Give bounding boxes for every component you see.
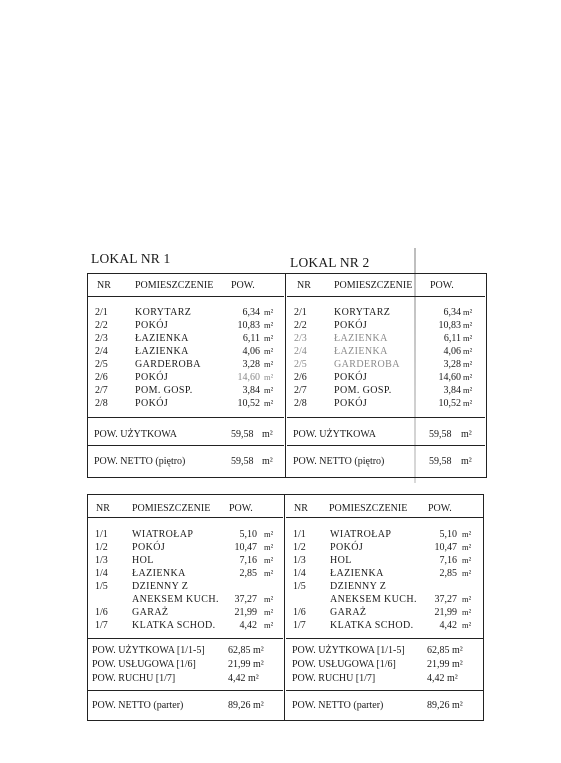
sum-netto-label: POW. NETTO (parter) bbox=[92, 700, 184, 711]
separator bbox=[286, 638, 483, 639]
row-number: 2/3 bbox=[294, 333, 307, 344]
row-number: 2/1 bbox=[95, 307, 108, 318]
header-nr: NR bbox=[97, 280, 111, 291]
sum-netto-unit: m² bbox=[461, 456, 472, 467]
area-unit: m² bbox=[463, 372, 473, 382]
sum-uslugowa-label: POW. USŁUGOWA [1/6] bbox=[292, 659, 396, 670]
sum-netto-value: 89,26 m² bbox=[427, 700, 463, 711]
area-unit: m² bbox=[462, 568, 472, 578]
row-number: 2/7 bbox=[294, 385, 307, 396]
row-number: 2/5 bbox=[294, 359, 307, 370]
sum-uslugowa-row bbox=[286, 659, 483, 672]
room-name: HOL bbox=[330, 555, 352, 566]
sum-uslugowa-value: 21,99 m² bbox=[427, 659, 463, 670]
sum-uzytkowa-unit: m² bbox=[461, 429, 472, 440]
room-name: ANEKSEM KUCH. bbox=[132, 594, 219, 605]
room-name: ŁAZIENKA bbox=[135, 333, 189, 344]
table-row bbox=[88, 620, 283, 633]
room-name: KORYTARZ bbox=[334, 307, 391, 318]
table-row bbox=[286, 529, 483, 542]
area-unit: m² bbox=[462, 594, 472, 604]
separator bbox=[88, 445, 284, 446]
area-unit: m² bbox=[462, 620, 472, 630]
header-area: POW. bbox=[430, 280, 454, 291]
room-name: KORYTARZ bbox=[135, 307, 192, 318]
room-name: DZIENNY Z bbox=[132, 581, 189, 592]
area-unit: m² bbox=[462, 529, 472, 539]
area-unit: m² bbox=[264, 529, 274, 539]
row-number: 2/4 bbox=[95, 346, 108, 357]
room-area: 5,10 bbox=[239, 529, 257, 540]
table-header bbox=[286, 495, 483, 518]
room-name: KLATKA SCHOD. bbox=[132, 620, 216, 631]
header-room: POMIESZCZENIE bbox=[132, 503, 211, 514]
room-area: 10,47 bbox=[434, 542, 457, 553]
table-row bbox=[287, 346, 485, 359]
sum-netto-label: POW. NETTO (parter) bbox=[292, 700, 384, 711]
lokal-2-title: LOKAL NR 2 bbox=[290, 255, 370, 270]
row-number: 2/8 bbox=[294, 398, 307, 409]
lokal-1-table bbox=[88, 274, 284, 477]
sum-uzytkowa-label: POW. UŻYTKOWA [1/1-5] bbox=[292, 645, 405, 656]
row-number: 1/1 bbox=[293, 529, 306, 540]
room-name: POKÓJ bbox=[135, 320, 169, 331]
sum-netto-value: 89,26 m² bbox=[228, 700, 264, 711]
lower-column-divider bbox=[284, 495, 285, 720]
room-name: HOL bbox=[132, 555, 154, 566]
area-unit: m² bbox=[264, 359, 274, 369]
area-unit: m² bbox=[463, 398, 473, 408]
row-number: 2/5 bbox=[95, 359, 108, 370]
room-name: DZIENNY Z bbox=[330, 581, 387, 592]
separator bbox=[287, 445, 485, 446]
sum-uslugowa-row bbox=[88, 659, 283, 672]
area-unit: m² bbox=[463, 385, 473, 395]
header-room: POMIESZCZENIE bbox=[135, 280, 214, 291]
room-area: 3,28 bbox=[242, 359, 260, 370]
sum-uzytkowa-value: 62,85 m² bbox=[228, 645, 264, 656]
row-number: 2/2 bbox=[95, 320, 108, 331]
area-unit: m² bbox=[463, 333, 473, 343]
table-header bbox=[88, 274, 284, 297]
area-unit: m² bbox=[264, 555, 274, 565]
room-area: 7,16 bbox=[239, 555, 257, 566]
parter-table-right bbox=[286, 495, 483, 720]
table-row bbox=[286, 581, 483, 594]
table-row bbox=[88, 542, 283, 555]
sum-uslugowa-label: POW. USŁUGOWA [1/6] bbox=[92, 659, 196, 670]
table-row bbox=[287, 385, 485, 398]
room-area: 10,83 bbox=[438, 320, 461, 331]
header-area: POW. bbox=[428, 503, 452, 514]
room-name: POKÓJ bbox=[330, 542, 364, 553]
table-row bbox=[286, 555, 483, 568]
room-area: 6,34 bbox=[242, 307, 260, 318]
table-row bbox=[88, 607, 283, 620]
area-unit: m² bbox=[264, 372, 274, 382]
row-number: 2/6 bbox=[95, 372, 108, 383]
room-name: POM. GOSP. bbox=[334, 385, 392, 396]
room-name: KLATKA SCHOD. bbox=[330, 620, 414, 631]
area-unit: m² bbox=[462, 542, 472, 552]
row-number: 1/3 bbox=[293, 555, 306, 566]
sum-uzytkowa-value: 62,85 m² bbox=[427, 645, 463, 656]
room-name: POKÓJ bbox=[334, 372, 368, 383]
room-area: 6,34 bbox=[443, 307, 461, 318]
room-area: 21,99 bbox=[234, 607, 257, 618]
table-row bbox=[287, 320, 485, 333]
room-area: 6,11 bbox=[242, 333, 260, 344]
sum-netto-value: 59,58 bbox=[231, 456, 254, 467]
sum-uzytkowa-row bbox=[88, 645, 283, 658]
table-row bbox=[287, 333, 485, 346]
table-row bbox=[287, 359, 485, 372]
room-area: 4,42 bbox=[439, 620, 457, 631]
header-room: POMIESZCZENIE bbox=[334, 280, 413, 291]
room-name: ŁAZIENKA bbox=[132, 568, 186, 579]
room-area: 10,47 bbox=[234, 542, 257, 553]
room-area: 4,06 bbox=[443, 346, 461, 357]
table-row bbox=[88, 594, 283, 607]
row-number: 2/6 bbox=[294, 372, 307, 383]
sum-ruchu-row bbox=[286, 673, 483, 686]
row-number: 1/4 bbox=[95, 568, 108, 579]
area-unit: m² bbox=[264, 607, 274, 617]
sum-netto-value: 59,58 bbox=[429, 456, 452, 467]
table-row bbox=[286, 568, 483, 581]
table-row bbox=[88, 372, 284, 385]
room-area: 10,52 bbox=[237, 398, 260, 409]
area-unit: m² bbox=[264, 307, 274, 317]
sum-uzytkowa-label: POW. UŻYTKOWA bbox=[94, 429, 177, 440]
sum-uzytkowa-value: 59,58 bbox=[429, 429, 452, 440]
row-number: 1/6 bbox=[293, 607, 306, 618]
room-area: 2,85 bbox=[439, 568, 457, 579]
row-number: 1/4 bbox=[293, 568, 306, 579]
table-row bbox=[88, 568, 283, 581]
room-area: 3,84 bbox=[443, 385, 461, 396]
sum-ruchu-label: POW. RUCHU [1/7] bbox=[292, 673, 376, 684]
row-number: 1/3 bbox=[95, 555, 108, 566]
room-name: ŁAZIENKA bbox=[135, 346, 189, 357]
row-number: 2/4 bbox=[294, 346, 307, 357]
sum-uzytkowa-row bbox=[287, 429, 485, 442]
room-name: POKÓJ bbox=[132, 542, 166, 553]
table-row bbox=[88, 581, 283, 594]
row-number: 2/1 bbox=[294, 307, 307, 318]
table-row bbox=[88, 555, 283, 568]
table-header bbox=[287, 274, 485, 297]
area-unit: m² bbox=[462, 607, 472, 617]
sum-netto-row bbox=[88, 456, 284, 469]
row-number: 1/2 bbox=[95, 542, 108, 553]
area-unit: m² bbox=[463, 307, 473, 317]
room-area: 37,27 bbox=[234, 594, 257, 605]
room-area: 6,11 bbox=[443, 333, 461, 344]
table-row bbox=[88, 529, 283, 542]
table-row bbox=[286, 594, 483, 607]
row-number: 1/5 bbox=[95, 581, 108, 592]
room-area: 4,42 bbox=[239, 620, 257, 631]
table-row bbox=[287, 307, 485, 320]
sum-uslugowa-value: 21,99 m² bbox=[228, 659, 264, 670]
area-unit: m² bbox=[264, 568, 274, 578]
header-nr: NR bbox=[297, 280, 311, 291]
area-unit: m² bbox=[264, 346, 274, 356]
row-number: 2/3 bbox=[95, 333, 108, 344]
room-name: POKÓJ bbox=[135, 372, 169, 383]
area-unit: m² bbox=[264, 320, 274, 330]
room-name: ŁAZIENKA bbox=[334, 333, 388, 344]
area-unit: m² bbox=[264, 594, 274, 604]
table-row bbox=[287, 372, 485, 385]
room-name: WIATROŁAP bbox=[330, 529, 392, 540]
room-area: 2,85 bbox=[239, 568, 257, 579]
lokal-1-title: LOKAL NR 1 bbox=[91, 251, 171, 266]
sum-uzytkowa-unit: m² bbox=[262, 429, 273, 440]
separator bbox=[88, 417, 284, 418]
room-area: 37,27 bbox=[434, 594, 457, 605]
area-unit: m² bbox=[463, 359, 473, 369]
room-name: ANEKSEM KUCH. bbox=[330, 594, 417, 605]
area-unit: m² bbox=[264, 542, 274, 552]
row-number: 1/7 bbox=[293, 620, 306, 631]
sum-uzytkowa-label: POW. UŻYTKOWA [1/1-5] bbox=[92, 645, 205, 656]
row-number: 1/6 bbox=[95, 607, 108, 618]
row-number: 1/5 bbox=[293, 581, 306, 592]
room-name: WIATROŁAP bbox=[132, 529, 194, 540]
room-name: GARAŻ bbox=[132, 607, 169, 618]
room-name: POKÓJ bbox=[334, 398, 368, 409]
sum-ruchu-row bbox=[88, 673, 283, 686]
parter-table-left bbox=[88, 495, 283, 720]
table-row bbox=[287, 398, 485, 411]
area-unit: m² bbox=[462, 555, 472, 565]
row-number: 2/8 bbox=[95, 398, 108, 409]
room-area: 10,83 bbox=[237, 320, 260, 331]
row-number: 1/7 bbox=[95, 620, 108, 631]
separator bbox=[88, 638, 283, 639]
table-row bbox=[88, 307, 284, 320]
sum-netto-unit: m² bbox=[262, 456, 273, 467]
room-area: 4,06 bbox=[242, 346, 260, 357]
upper-column-divider bbox=[285, 274, 286, 477]
table-row bbox=[88, 346, 284, 359]
sum-uzytkowa-label: POW. UŻYTKOWA bbox=[293, 429, 376, 440]
table-header bbox=[88, 495, 283, 518]
room-name: ŁAZIENKA bbox=[334, 346, 388, 357]
sum-uzytkowa-value: 59,58 bbox=[231, 429, 254, 440]
header-nr: NR bbox=[96, 503, 110, 514]
room-area: 3,28 bbox=[443, 359, 461, 370]
header-room: POMIESZCZENIE bbox=[329, 503, 408, 514]
row-number: 1/1 bbox=[95, 529, 108, 540]
table-row bbox=[88, 333, 284, 346]
area-unit: m² bbox=[264, 333, 274, 343]
room-area: 5,10 bbox=[439, 529, 457, 540]
separator bbox=[287, 417, 485, 418]
table-row bbox=[88, 385, 284, 398]
room-name: ŁAZIENKA bbox=[330, 568, 384, 579]
area-unit: m² bbox=[264, 398, 274, 408]
header-nr: NR bbox=[294, 503, 308, 514]
area-unit: m² bbox=[463, 320, 473, 330]
sum-ruchu-label: POW. RUCHU [1/7] bbox=[92, 673, 176, 684]
sum-uzytkowa-row bbox=[88, 429, 284, 442]
sum-netto-label: POW. NETTO (piętro) bbox=[94, 456, 186, 467]
sum-uzytkowa-row bbox=[286, 645, 483, 658]
separator bbox=[286, 690, 483, 691]
room-name: POM. GOSP. bbox=[135, 385, 193, 396]
room-area: 10,52 bbox=[438, 398, 461, 409]
sum-netto-row bbox=[286, 700, 483, 713]
room-name: GARAŻ bbox=[330, 607, 367, 618]
room-area: 14,60 bbox=[237, 372, 260, 383]
table-row bbox=[286, 620, 483, 633]
sum-netto-row bbox=[88, 700, 283, 713]
header-area: POW. bbox=[229, 503, 253, 514]
room-area: 7,16 bbox=[439, 555, 457, 566]
sum-netto-label: POW. NETTO (piętro) bbox=[293, 456, 385, 467]
row-number: 1/2 bbox=[293, 542, 306, 553]
sum-ruchu-value: 4,42 m² bbox=[427, 673, 458, 684]
row-number: 2/2 bbox=[294, 320, 307, 331]
room-name: POKÓJ bbox=[135, 398, 169, 409]
table-row bbox=[286, 542, 483, 555]
table-row bbox=[88, 359, 284, 372]
header-area: POW. bbox=[231, 280, 255, 291]
separator bbox=[88, 690, 283, 691]
lokal-2-table bbox=[287, 274, 485, 477]
area-unit: m² bbox=[264, 385, 274, 395]
room-name: GARDEROBA bbox=[135, 359, 201, 370]
room-area: 21,99 bbox=[434, 607, 457, 618]
table-row bbox=[286, 607, 483, 620]
area-unit: m² bbox=[264, 620, 274, 630]
room-area: 3,84 bbox=[242, 385, 260, 396]
table-row bbox=[88, 320, 284, 333]
sum-netto-row bbox=[287, 456, 485, 469]
sum-ruchu-value: 4,42 m² bbox=[228, 673, 259, 684]
room-name: POKÓJ bbox=[334, 320, 368, 331]
area-unit: m² bbox=[463, 346, 473, 356]
room-area: 14,60 bbox=[438, 372, 461, 383]
room-name: GARDEROBA bbox=[334, 359, 400, 370]
table-row bbox=[88, 398, 284, 411]
row-number: 2/7 bbox=[95, 385, 108, 396]
